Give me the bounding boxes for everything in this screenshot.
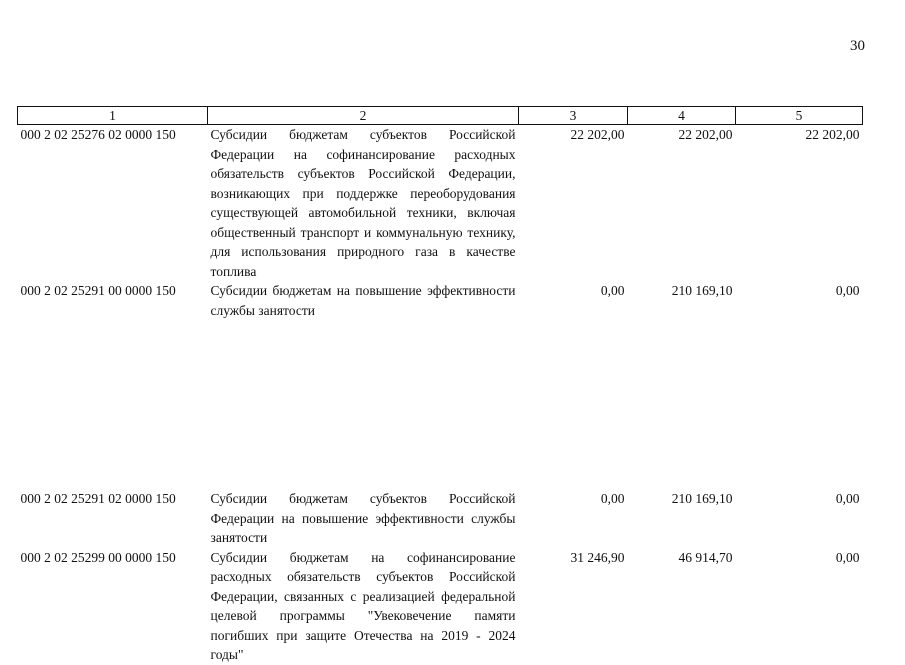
page-number: 30 bbox=[850, 38, 865, 54]
amount-col4: 46 914,70 bbox=[678, 549, 733, 565]
table-row bbox=[18, 125, 863, 282]
column-header-2: 2 bbox=[208, 107, 519, 125]
amount-col4: 22 202,00 bbox=[678, 127, 733, 142]
amount-col4: 210 169,10 bbox=[671, 491, 733, 506]
table-row bbox=[18, 548, 863, 665]
amount-col3: 22 202,00 bbox=[570, 127, 625, 142]
item-name: Субсидии бюджетам на повышение эффективности службы занятости bbox=[210, 283, 516, 318]
amount-col5: 0,00 bbox=[835, 283, 860, 298]
table-header-row bbox=[18, 107, 863, 125]
column-header-1: 1 bbox=[18, 107, 208, 125]
budget-table bbox=[17, 106, 863, 665]
table-row bbox=[18, 281, 863, 489]
amount-col5: 0,00 bbox=[835, 549, 860, 565]
amount-col3: 0,00 bbox=[600, 283, 625, 298]
amount-col3: 0,00 bbox=[600, 491, 625, 506]
amount-col4: 210 169,10 bbox=[671, 283, 733, 298]
table-row bbox=[18, 489, 863, 548]
budget-code: 000 2 02 25291 00 0000 150 bbox=[20, 283, 176, 298]
amount-col5: 22 202,00 bbox=[805, 127, 860, 142]
amount-col5: 0,00 bbox=[835, 491, 860, 506]
item-name: Субсидии бюджетам на софинансирование расходных обязательств субъектов Российской Федерации, связанных с реализацией федеральной целевой программы "Увековечение памяти погибших при защите Отечества на 2019 - 2024 годы" bbox=[210, 549, 516, 662]
column-header-3: 3 bbox=[519, 107, 628, 125]
budget-code: 000 2 02 25299 00 0000 150 bbox=[20, 549, 176, 565]
item-name: Субсидии бюджетам субъектов Российской Федерации на повышение эффективности службы занятости bbox=[210, 491, 516, 545]
item-name: Субсидии бюджетам субъектов Российской Федерации на софинансирование расходных обязательств субъектов Российской Федерации, возникающих при поддержке переоборудования существующей автомобильной техники, включая общественный транспорт и коммунальную технику, для использования природного газа в качестве топлива bbox=[210, 127, 516, 279]
budget-code: 000 2 02 25291 02 0000 150 bbox=[20, 491, 176, 506]
budget-code: 000 2 02 25276 02 0000 150 bbox=[20, 127, 176, 142]
amount-col3: 31 246,90 bbox=[570, 549, 625, 565]
column-header-5: 5 bbox=[736, 107, 863, 125]
column-header-4: 4 bbox=[628, 107, 736, 125]
